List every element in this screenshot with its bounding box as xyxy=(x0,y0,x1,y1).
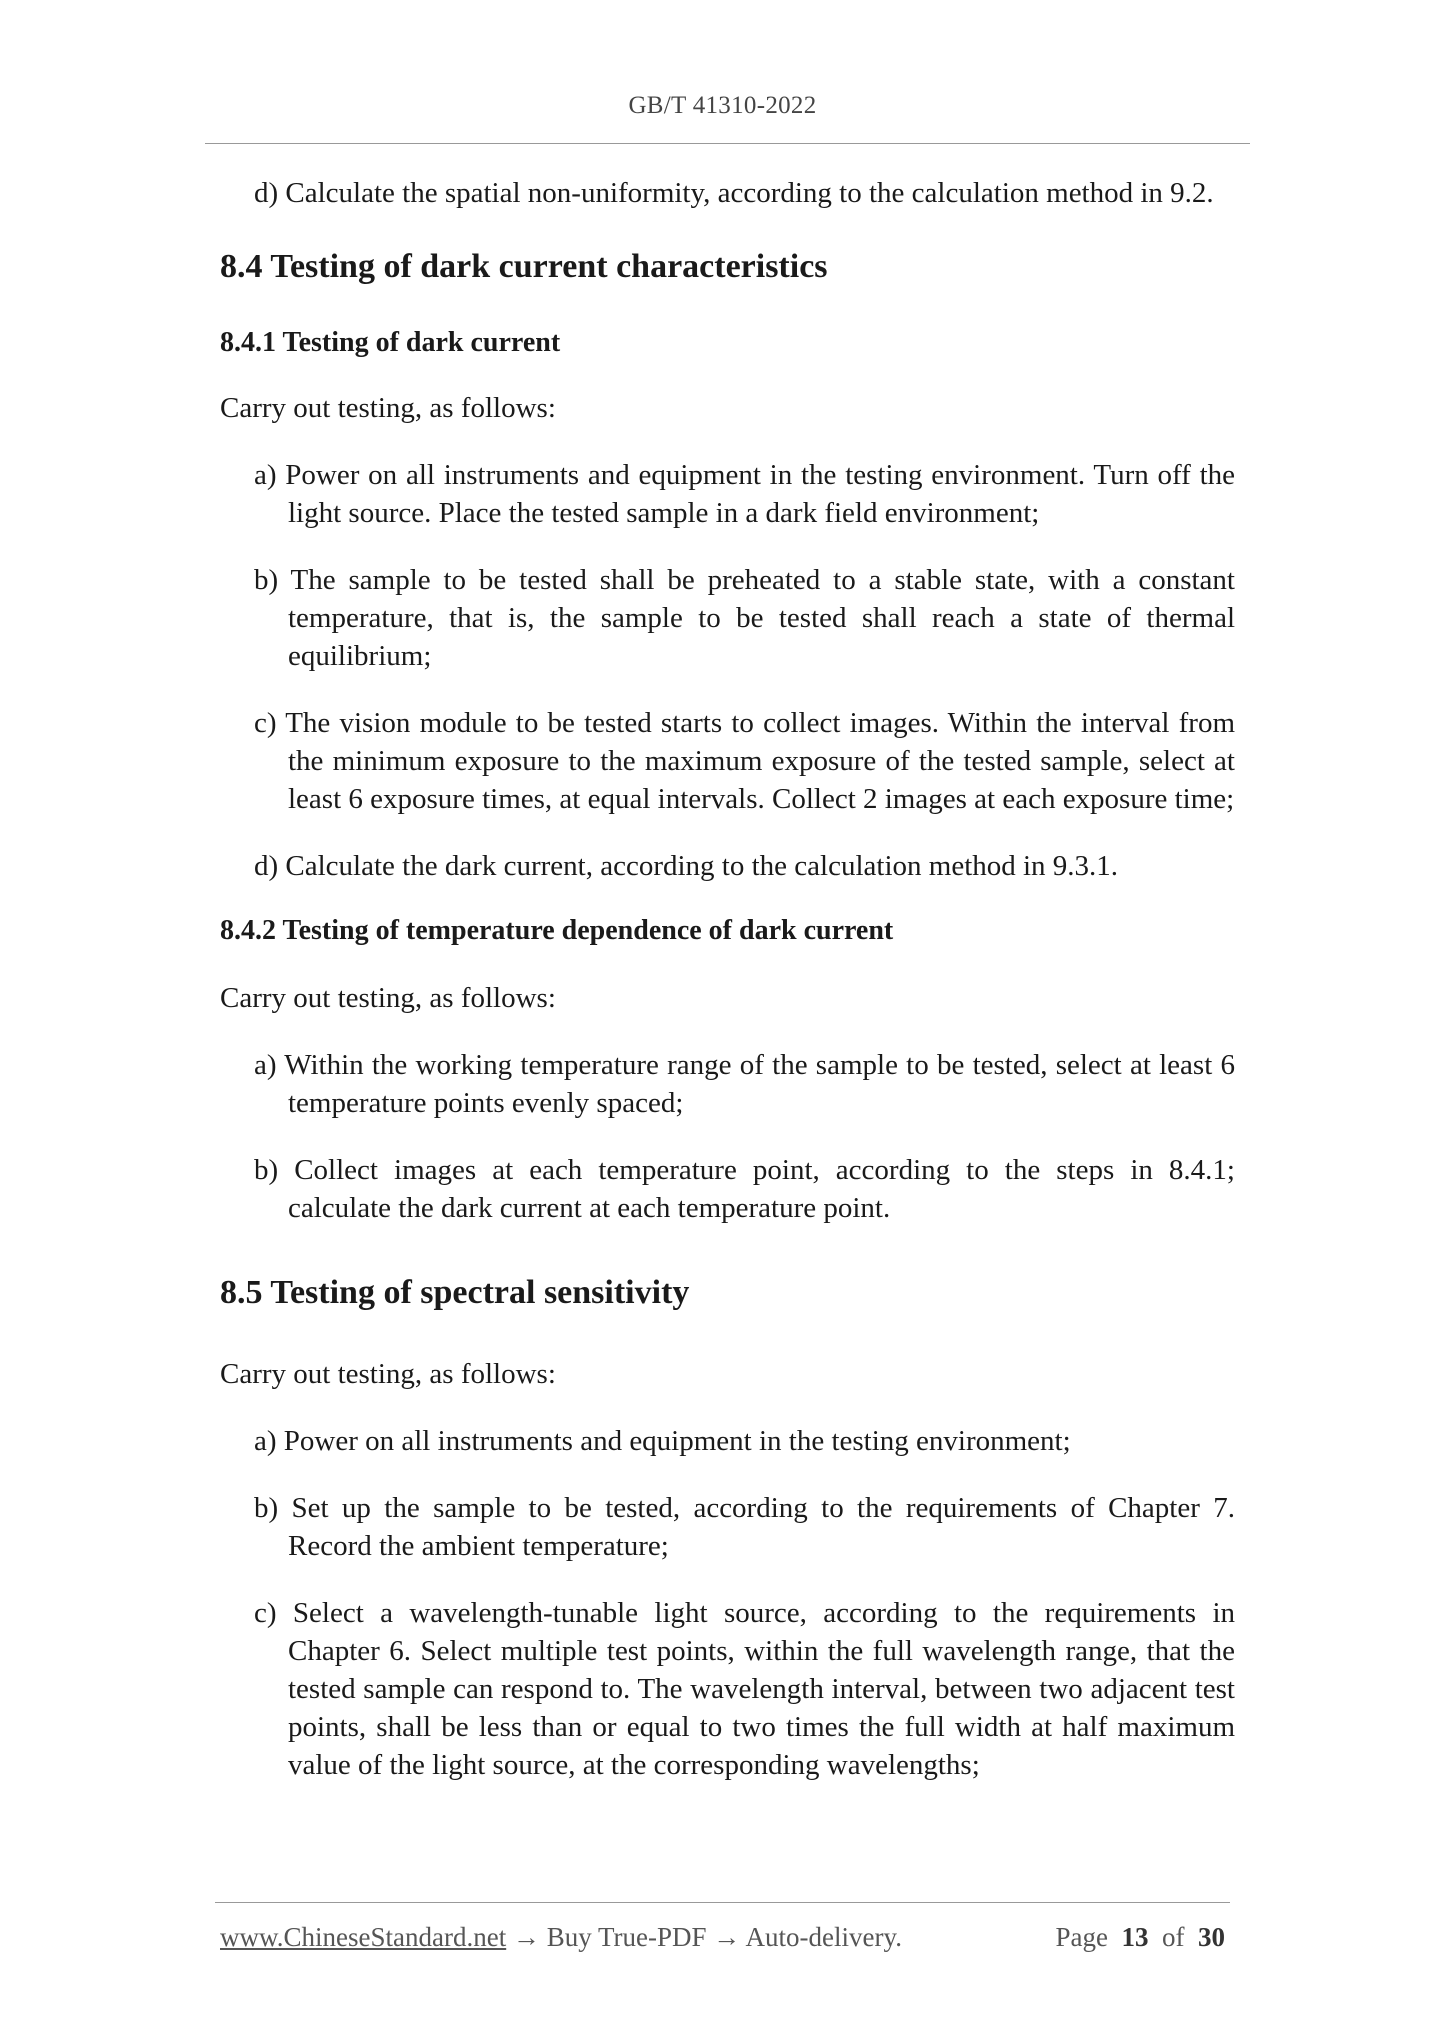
page-of-label: of xyxy=(1162,1922,1185,1952)
buy-true-pdf-text: Buy True-PDF xyxy=(546,1922,707,1952)
section-8-4-2-heading: 8.4.2 Testing of temperature dependence of dark current xyxy=(220,915,894,946)
section-8-5-intro: Carry out testing, as follows: xyxy=(220,1358,556,1390)
section-8-4-1-intro: Carry out testing, as follows: xyxy=(220,392,556,424)
list-item-calculate-non-uniformity: d) Calculate the spatial non-uniformity, according to the calculation method in 9.2. xyxy=(254,177,1214,209)
header-divider xyxy=(205,143,1250,144)
arrow-right-icon: → xyxy=(512,1922,540,1952)
section-8-4-2-item-a: a) Within the working temperature range of the sample to be tested, select at least 6 temperature points evenly spaced; xyxy=(254,1049,1235,1119)
auto-delivery-text: Auto-delivery. xyxy=(745,1922,902,1952)
section-8-4-1-item-a: a) Power on all instruments and equipment in the testing environment. Turn off the light source. Place the tested sample in a dark field environment; xyxy=(254,459,1235,529)
section-8-5-item-b: b) Set up the sample to be tested, according to the requirements of Chapter 7. Record the ambient temperature; xyxy=(254,1492,1235,1562)
section-8-5-item-c: c) Select a wavelength-tunable light source, according to the requirements in Chapter 6. Select multiple test points, within the full wavelength range, that the tested sample can respond to. The wavelength interval, between two adjacent test points, shall be less than or equal to two times the full width at half maximum value of the light source, at the corresponding wavelengths; xyxy=(254,1597,1235,1781)
section-8-4-1-heading: 8.4.1 Testing of dark current xyxy=(220,327,561,358)
footer-promo xyxy=(220,1922,902,1953)
document-header: GB/T 41310-2022 xyxy=(628,92,817,119)
page-content xyxy=(220,170,1235,1784)
page-label: Page xyxy=(1055,1922,1108,1952)
footer-divider xyxy=(215,1902,1230,1903)
page-total: 30 xyxy=(1198,1922,1225,1952)
section-8-5-item-a: a) Power on all instruments and equipment in the testing environment; xyxy=(254,1425,1071,1457)
arrow-right-icon: → xyxy=(713,1922,741,1952)
section-8-4-1-item-d: d) Calculate the dark current, according to the calculation method in 9.3.1. xyxy=(254,850,1119,882)
page-indicator xyxy=(1056,1922,1225,1953)
section-8-4-heading: 8.4 Testing of dark current characteristics xyxy=(220,248,828,285)
section-8-4-1-item-b: b) The sample to be tested shall be preheated to a stable state, with a constant temperature, that is, the sample to be tested shall reach a state of thermal equilibrium; xyxy=(254,564,1235,672)
section-8-4-2-intro: Carry out testing, as follows: xyxy=(220,982,556,1014)
page-current: 13 xyxy=(1121,1922,1149,1952)
site-link[interactable]: www.ChineseStandard.net xyxy=(220,1922,507,1952)
section-8-4-2-item-b: b) Collect images at each temperature point, according to the steps in 8.4.1; calculate the dark current at each temperature point. xyxy=(254,1154,1235,1224)
section-8-5-heading: 8.5 Testing of spectral sensitivity xyxy=(220,1274,690,1311)
section-8-4-1-item-c: c) The vision module to be tested starts to collect images. Within the interval from the minimum exposure to the maximum exposure of the tested sample, select at least 6 exposure times, at equal intervals. Collect 2 images at each exposure time; xyxy=(254,707,1235,815)
